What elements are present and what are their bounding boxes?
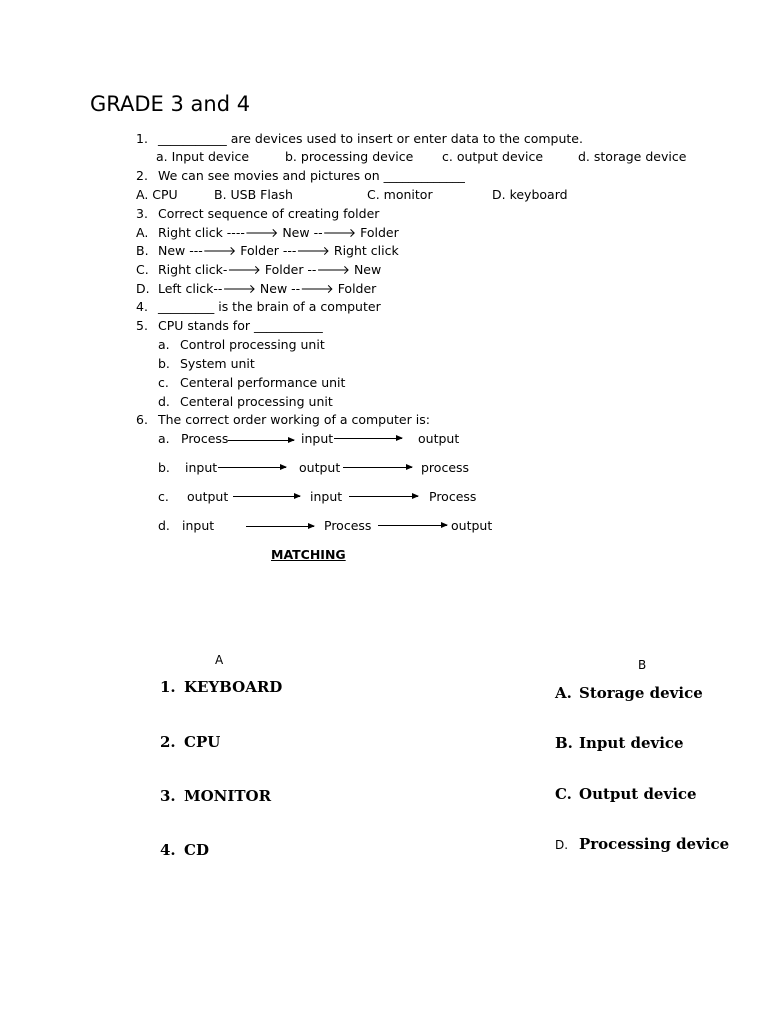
flow-step: input (182, 518, 215, 533)
option: b. processing device (285, 149, 414, 164)
question-text: Correct sequence of creating folder (158, 206, 380, 221)
flow-step: Process (429, 489, 477, 504)
match-b-letter: A. (555, 684, 572, 702)
match-a-item: MONITOR (184, 787, 272, 805)
flow-step: input (310, 489, 343, 504)
flow-step: Process (324, 518, 372, 533)
option-letter: A. (136, 225, 149, 240)
option-letter: a. (158, 431, 170, 446)
match-a-item: CPU (184, 733, 221, 751)
option: C. monitor (367, 187, 433, 202)
option: Centeral processing unit (180, 394, 333, 409)
option: System unit (180, 356, 255, 371)
question-number: 3. (136, 206, 148, 221)
question-text: ___________ are devices used to insert or enter data to the compute. (158, 131, 583, 146)
arrow-icon (246, 526, 314, 527)
flow-step: output (418, 431, 460, 446)
question-number: 2. (136, 168, 148, 183)
match-a-number: 3. (160, 787, 176, 805)
option: New ---🡒 Folder ---🡒 Right click (158, 243, 399, 258)
question-number: 5. (136, 318, 148, 333)
question-number: 6. (136, 412, 148, 427)
match-a-number: 1. (160, 678, 176, 696)
option: Right click-🡒 Folder --🡒 New (158, 262, 382, 277)
match-b-item: Processing device (579, 835, 730, 853)
arrow-icon (218, 467, 286, 468)
question-text: The correct order working of a computer is: (158, 412, 430, 427)
option-letter: C. (136, 262, 149, 277)
option-letter: B. (136, 243, 149, 258)
match-a-item: CD (184, 841, 209, 859)
question-number: 4. (136, 299, 148, 314)
match-b-item: Storage device (579, 684, 703, 702)
arrow-icon (334, 438, 402, 439)
arrow-icon (378, 525, 447, 526)
matching-heading: MATCHING (271, 547, 346, 562)
column-a-label: A (215, 653, 224, 667)
match-b-letter: B. (555, 734, 573, 752)
option-letter: a. (158, 337, 170, 352)
option-letter: b. (158, 356, 170, 371)
option: c. output device (442, 149, 544, 164)
arrow-icon (228, 440, 294, 441)
option: d. storage device (578, 149, 687, 164)
option-letter: c. (158, 489, 169, 504)
match-b-letter: C. (555, 785, 572, 803)
option-letter: d. (158, 394, 170, 409)
match-b-item: Output device (579, 785, 697, 803)
match-a-number: 4. (160, 841, 176, 859)
column-b-label: B (638, 658, 647, 672)
arrow-icon (233, 496, 300, 497)
flow-step: process (421, 460, 470, 475)
option-letter: b. (158, 460, 170, 475)
option: Control processing unit (180, 337, 325, 352)
question-text: _________ is the brain of a computer (158, 299, 381, 314)
option-letter: D. (136, 281, 150, 296)
option: a. Input device (156, 149, 250, 164)
option: A. CPU (136, 187, 178, 202)
option: Left click--🡒 New --🡒 Folder (158, 281, 377, 296)
arrow-icon (349, 496, 418, 497)
option-letter: c. (158, 375, 169, 390)
match-a-item: KEYBOARD (184, 678, 283, 696)
option: D. keyboard (492, 187, 568, 202)
question-number: 1. (136, 131, 148, 146)
match-b-item: Input device (579, 734, 684, 752)
option: B. USB Flash (214, 187, 293, 202)
question-text: CPU stands for ___________ (158, 318, 323, 333)
flow-step: output (187, 489, 229, 504)
arrow-icon (343, 467, 412, 468)
flow-step: Process (181, 431, 229, 446)
flow-step: input (185, 460, 218, 475)
question-text: We can see movies and pictures on _____________ (158, 168, 465, 183)
option: Centeral performance unit (180, 375, 346, 390)
option-letter: d. (158, 518, 170, 533)
flow-step: output (299, 460, 341, 475)
flow-step: input (301, 431, 334, 446)
flow-step: output (451, 518, 493, 533)
match-a-number: 2. (160, 733, 176, 751)
option: Right click ----🡒 New --🡒 Folder (158, 225, 399, 240)
match-b-letter: D. (555, 838, 569, 852)
page-title: GRADE 3 and 4 (90, 92, 251, 116)
